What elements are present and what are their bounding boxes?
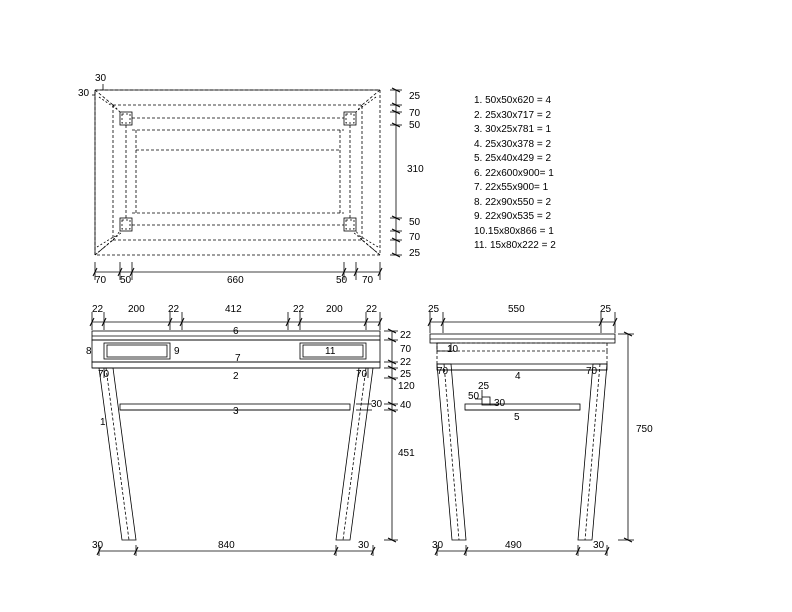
- top-view-dim-50-right: 50: [336, 275, 348, 286]
- front-view-dim-25: 25: [400, 369, 412, 380]
- top-view-dim-25-bot: 25: [409, 248, 421, 259]
- front-view-dim-22-c: 22: [293, 304, 305, 315]
- front-view-dim-840: 840: [218, 540, 235, 551]
- side-view-dim-30-detail: 30: [494, 398, 506, 409]
- side-view-dim-25-right: 25: [600, 304, 612, 315]
- cut-list-item: 7. 22x55x900= 1: [474, 182, 549, 193]
- front-view-leg-70-left: 70: [98, 369, 110, 380]
- cut-list-item: 8. 22x90x550 = 2: [474, 196, 552, 208]
- cut-list-item: 3. 30x25x781 = 1: [474, 124, 552, 135]
- cut-list-item: 6. 22x600x900= 1: [474, 167, 554, 179]
- front-view-dim-22-rail: 22: [400, 357, 412, 368]
- top-view-dim-30-a: 30: [95, 73, 107, 84]
- front-view-dim-22-b: 22: [168, 304, 180, 315]
- front-view-dim-22-thk: 22: [400, 330, 412, 341]
- front-view-part-9: 9: [174, 346, 180, 357]
- side-view-dim-25-detail: 25: [478, 381, 490, 392]
- front-view-part-6: 6: [233, 326, 239, 337]
- cut-list-item: 9. 22x90x535 = 2: [474, 211, 552, 222]
- top-view-dim-310: 310: [407, 164, 424, 175]
- cut-list-item: 5. 25x40x429 = 2: [474, 153, 552, 164]
- side-view-dim-490: 490: [505, 540, 522, 551]
- cut-list: [474, 94, 556, 254]
- side-view-part-5: 5: [514, 412, 520, 423]
- front-view-dim-451: 451: [398, 448, 415, 459]
- front-view-dim-70: 70: [400, 344, 412, 355]
- side-view-dim-25-left: 25: [428, 304, 440, 315]
- front-view-dim-120: 120: [398, 381, 415, 392]
- side-view-dim-550: 550: [508, 304, 525, 315]
- cut-list-item: 2. 25x30x717 = 2: [474, 109, 552, 121]
- top-view-dim-50-bot: 50: [409, 217, 421, 228]
- top-view-dim-50-top: 50: [409, 120, 421, 131]
- side-view-dim-30-right: 30: [593, 540, 605, 551]
- cut-list-item: 11. 15x80x222 = 2: [474, 240, 556, 251]
- side-view-part-4: 4: [515, 371, 521, 382]
- front-view-dim-30-right: 30: [358, 540, 370, 551]
- cut-list-item: 10.15x80x866 = 1: [474, 225, 554, 237]
- cut-list-item: 1. 50x50x620 = 4: [474, 95, 552, 106]
- front-view-dim-30-left: 30: [92, 540, 104, 551]
- front-view-leg-70-right: 70: [356, 369, 368, 380]
- front-view-part-7: 7: [235, 353, 241, 364]
- front-view-part-8: 8: [86, 346, 92, 357]
- front-view-dim-200-a: 200: [128, 304, 145, 315]
- front-view-dim-22-a: 22: [92, 304, 104, 315]
- front-view-dim-200-b: 200: [326, 304, 343, 315]
- side-view-leg-70-right: 70: [586, 366, 598, 377]
- top-view-dim-70-top: 70: [409, 108, 421, 119]
- side-view-part-10: 10: [447, 344, 459, 355]
- top-view-dim-70-bot: 70: [409, 232, 421, 243]
- top-view-dim-70-left: 70: [95, 275, 107, 286]
- front-view-dim-22-d: 22: [366, 304, 378, 315]
- top-view-dim-30-b: 30: [78, 88, 90, 99]
- top-view-dim-70-right: 70: [362, 275, 374, 286]
- cut-list-item: 4. 25x30x378 = 2: [474, 138, 552, 150]
- front-view-dim-30-stretcher: 30: [371, 399, 383, 410]
- side-view-dim-30-left: 30: [432, 540, 444, 551]
- front-view-part-3: 3: [233, 406, 239, 417]
- top-view-dim-50-left: 50: [120, 275, 132, 286]
- side-view-leg-70-left: 70: [437, 366, 449, 377]
- front-view-part-11: 11: [325, 346, 336, 357]
- front-view-dim-412: 412: [225, 304, 242, 315]
- top-view-dim-25-top: 25: [409, 91, 421, 102]
- front-view-part-1: 1: [100, 417, 106, 428]
- front-view-part-2: 2: [233, 371, 239, 382]
- side-view-dim-750: 750: [636, 424, 653, 435]
- side-view-dim-50-detail: 50: [468, 391, 480, 402]
- top-view-dim-660: 660: [227, 275, 244, 286]
- front-view-dim-40: 40: [400, 400, 412, 411]
